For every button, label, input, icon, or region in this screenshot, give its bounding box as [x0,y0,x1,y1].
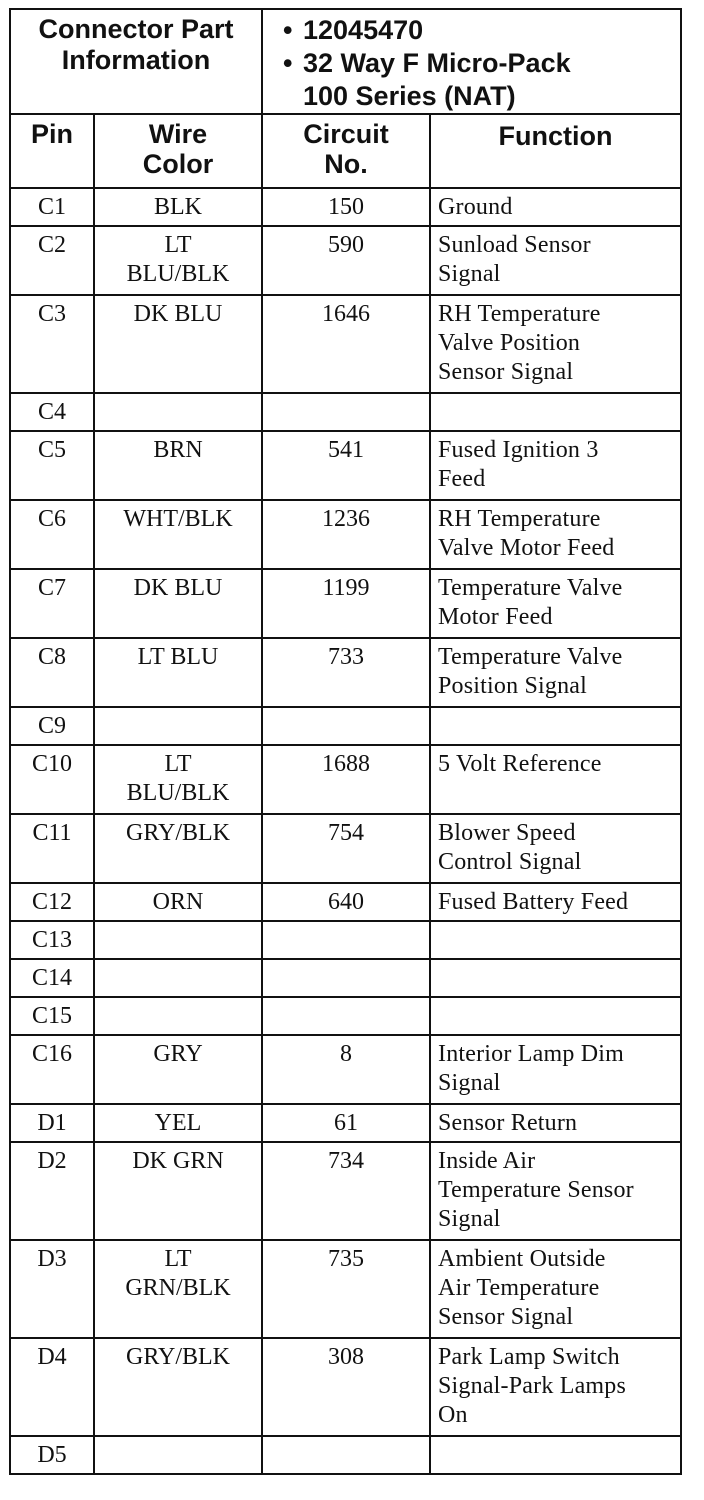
function-line: Valve Motor Feed [438,535,615,561]
function-cell [430,814,681,883]
circuit-value: 308 [328,1344,364,1370]
function-line: Sensor Signal [438,1304,574,1330]
pin-cell [10,814,94,883]
table-row [10,707,681,745]
wire-color-cell [94,295,262,393]
function-line: Temperature Valve [438,575,623,601]
connector-part-label-line1: Connector Part [38,14,234,44]
pin-value: D2 [37,1148,67,1174]
function-line: Valve Position [438,330,581,356]
pin-cell [10,1338,94,1436]
function-cell [430,707,681,745]
circuit-value: 150 [328,194,364,220]
function-line: Feed [438,466,486,492]
table-row [10,1104,681,1142]
function-line: Sunload Sensor [438,232,591,258]
bullet-icon: • [283,15,293,45]
circuit-value: 541 [328,437,364,463]
wire-color-cell [94,997,262,1035]
pin-value: C16 [31,1041,72,1067]
circuit-cell [262,1142,430,1240]
circuit-value: 754 [328,820,364,846]
wire-color-cell [94,707,262,745]
wire-color-cell [94,431,262,500]
wire-color-cell [94,226,262,295]
function-line: Air Temperature [438,1275,600,1301]
function-cell [430,431,681,500]
function-line: Motor Feed [438,604,553,630]
circuit-cell [262,997,430,1035]
circuit-cell [262,500,430,569]
wire-color-cell [94,814,262,883]
pin-cell [10,883,94,921]
pin-cell [10,188,94,226]
pin-cell [10,997,94,1035]
function-line: RH Temperature [438,506,601,532]
pin-value: C2 [37,232,66,258]
circuit-cell [262,921,430,959]
function-cell [430,921,681,959]
wire-color-line: LT [164,751,192,777]
function-cell [430,569,681,638]
wire-color-cell [94,188,262,226]
table-row [10,188,681,226]
pin-cell [10,1104,94,1142]
pin-value: C4 [37,399,66,425]
connector-description-item [283,47,680,80]
circuit-cell [262,431,430,500]
connector-info-row [10,9,681,114]
circuit-value: 1646 [322,301,370,327]
header-wire-line1: Wire [148,119,208,149]
circuit-value: 61 [334,1110,358,1136]
circuit-cell [262,707,430,745]
wire-color-cell [94,393,262,431]
connector-part-label-line2: Information [61,45,211,75]
function-line: Park Lamp Switch [438,1344,620,1370]
circuit-value: 590 [328,232,364,258]
pin-value: C5 [37,437,66,463]
table-row [10,295,681,393]
function-cell [430,500,681,569]
circuit-cell [262,1240,430,1338]
circuit-cell [262,745,430,814]
pin-value: C12 [31,889,72,915]
circuit-value: 734 [328,1148,364,1174]
wire-color-line: DK BLU [133,575,223,601]
pin-value: C11 [32,820,72,846]
circuit-cell [262,1436,430,1474]
circuit-cell [262,1338,430,1436]
function-line: On [438,1402,468,1428]
circuit-cell [262,569,430,638]
column-header-row [10,114,681,188]
function-line: Blower Speed [438,820,576,846]
wire-color-line: GRY/BLK [125,820,230,846]
function-line: Position Signal [438,673,588,699]
table-row [10,1338,681,1436]
function-line: RH Temperature [438,301,601,327]
table-row [10,921,681,959]
table-row [10,1142,681,1240]
connector-part-info [262,9,681,114]
wire-color-line: LT [164,1246,192,1272]
pin-value: C1 [37,194,66,220]
function-cell [430,997,681,1035]
table-row [10,500,681,569]
connector-description-line2: 100 Series (NAT) [303,81,516,111]
pin-cell [10,500,94,569]
pin-cell [10,1142,94,1240]
circuit-value: 8 [340,1041,352,1067]
pin-value: C7 [37,575,66,601]
wire-color-line: WHT/BLK [123,506,233,532]
wire-color-cell [94,1240,262,1338]
pin-value: C9 [37,713,66,739]
pin-value: D3 [37,1246,67,1272]
function-cell [430,959,681,997]
circuit-value: 735 [328,1246,364,1272]
wire-color-cell [94,569,262,638]
wire-color-line: LT [164,232,192,258]
function-cell [430,226,681,295]
circuit-cell [262,959,430,997]
header-circuit-line1: Circuit [303,119,389,149]
circuit-value: 640 [328,889,364,915]
function-line: Ambient Outside [438,1246,606,1272]
circuit-cell [262,226,430,295]
wire-color-line: LT BLU [137,644,219,670]
table-row [10,745,681,814]
function-line: 5 Volt Reference [438,751,602,777]
circuit-value: 1236 [322,506,370,532]
pin-value: D1 [37,1110,67,1136]
pin-cell [10,921,94,959]
connector-table [9,8,682,1475]
function-line: Signal [438,1070,501,1096]
wire-color-cell [94,1104,262,1142]
function-cell [430,745,681,814]
table-row [10,1436,681,1474]
wire-color-line: BLU/BLK [126,780,230,806]
function-line: Signal-Park Lamps [438,1373,627,1399]
function-cell [430,1142,681,1240]
function-line: Ground [438,194,513,220]
pin-cell [10,431,94,500]
circuit-cell [262,393,430,431]
table-row [10,959,681,997]
wire-color-line: GRN/BLK [125,1275,231,1301]
function-line: Interior Lamp Dim [438,1041,625,1067]
header-function [430,114,681,188]
function-cell [430,883,681,921]
header-circuit-line2: No. [324,149,368,179]
table-row [10,226,681,295]
table-row [10,997,681,1035]
function-line: Fused Battery Feed [438,889,629,915]
function-cell [430,638,681,707]
circuit-cell [262,1035,430,1104]
table-row [10,393,681,431]
wire-color-cell [94,500,262,569]
function-line: Temperature Valve [438,644,623,670]
function-line: Temperature Sensor [438,1177,634,1203]
circuit-cell [262,295,430,393]
circuit-cell [262,188,430,226]
pin-cell [10,569,94,638]
connector-table-body [10,9,681,1474]
wire-color-cell [94,638,262,707]
circuit-value: 1199 [322,575,370,601]
pin-cell [10,638,94,707]
function-cell [430,1240,681,1338]
wire-color-cell [94,921,262,959]
wire-color-line: BRN [153,437,203,463]
header-circuit-no [262,114,430,188]
function-cell [430,1436,681,1474]
function-cell [430,188,681,226]
header-wire-line2: Color [142,149,214,179]
wire-color-line: DK GRN [132,1148,224,1174]
wire-color-line: GRY [153,1041,203,1067]
pin-cell [10,1035,94,1104]
wire-color-cell [94,745,262,814]
wire-color-line: BLU/BLK [126,261,230,287]
circuit-cell [262,814,430,883]
function-cell [430,1338,681,1436]
wire-color-cell [94,1142,262,1240]
pin-cell [10,295,94,393]
pin-cell [10,959,94,997]
connector-description-line1: 32 Way F Micro-Pack [303,48,571,78]
function-line: Sensor Return [438,1110,578,1136]
pin-cell [10,707,94,745]
circuit-cell [262,883,430,921]
circuit-value: 733 [328,644,364,670]
function-cell [430,1104,681,1142]
wire-color-cell [94,1436,262,1474]
pin-value: C10 [31,751,72,777]
pin-cell [10,1240,94,1338]
function-line: Fused Ignition 3 [438,437,599,463]
wire-color-cell [94,883,262,921]
table-row [10,1035,681,1104]
function-line: Control Signal [438,849,582,875]
table-row [10,883,681,921]
wire-color-line: DK BLU [133,301,223,327]
header-pin-label: Pin [30,119,73,149]
header-pin [10,114,94,188]
connector-part-label [10,9,262,114]
pin-value: C6 [37,506,66,532]
pin-value: C15 [31,1003,72,1029]
function-cell [430,295,681,393]
pin-value: D5 [37,1442,67,1468]
wire-color-cell [94,1338,262,1436]
pin-cell [10,1436,94,1474]
part-number: 12045470 [303,15,424,45]
header-wire-color [94,114,262,188]
pin-cell [10,393,94,431]
table-row [10,569,681,638]
table-row [10,814,681,883]
wire-color-line: ORN [152,889,204,915]
function-cell [430,1035,681,1104]
part-number-item [283,14,680,47]
circuit-cell [262,638,430,707]
wire-color-line: YEL [154,1110,202,1136]
circuit-value: 1688 [322,751,370,777]
circuit-cell [262,1104,430,1142]
pin-value: C3 [37,301,66,327]
function-line: Sensor Signal [438,359,574,385]
pin-cell [10,745,94,814]
pin-value: C13 [31,927,72,953]
header-function-label: Function [498,121,613,151]
pin-cell [10,226,94,295]
pin-value: D4 [37,1344,67,1370]
table-row [10,638,681,707]
function-cell [430,393,681,431]
wire-color-line: BLK [154,194,202,220]
wire-color-cell [94,1035,262,1104]
pin-value: C14 [31,965,72,991]
pin-value: C8 [37,644,66,670]
wire-color-line: GRY/BLK [125,1344,230,1370]
function-line: Signal [438,261,501,287]
function-line: Inside Air [438,1148,536,1174]
bullet-icon: • [283,48,293,78]
wire-color-cell [94,959,262,997]
table-row [10,1240,681,1338]
function-line: Signal [438,1206,501,1232]
table-row [10,431,681,500]
